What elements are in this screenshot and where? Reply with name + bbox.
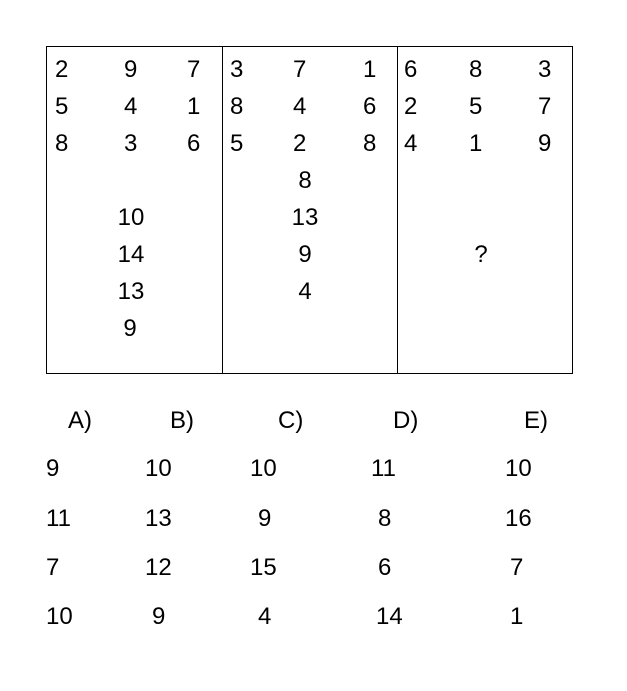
option-value: 7 — [46, 554, 60, 581]
option-value: 12 — [145, 554, 172, 581]
grid-cell: 2 — [293, 130, 307, 157]
grid-cell: 1 — [187, 93, 201, 120]
option-value: 16 — [505, 505, 532, 532]
grid-cell: 8 — [363, 130, 377, 157]
option-label: D) — [393, 407, 419, 434]
option-value: 10 — [250, 455, 277, 482]
option-value: 14 — [376, 603, 403, 630]
grid-cell: 4 — [124, 93, 138, 120]
panel-value: 9 — [298, 241, 312, 268]
grid-cell: 9 — [124, 56, 138, 83]
grid-cell: 5 — [469, 93, 483, 120]
option-value: 9 — [258, 505, 272, 532]
grid-cell: 4 — [293, 93, 307, 120]
panel-value: 8 — [298, 167, 312, 194]
grid-cell: 7 — [293, 56, 307, 83]
option-value: 8 — [378, 505, 392, 532]
option-label: E) — [524, 407, 548, 434]
puzzle-figure — [46, 46, 573, 374]
grid-cell: 7 — [538, 93, 552, 120]
panel-value: 10 — [117, 204, 145, 231]
grid-cell: 3 — [538, 56, 552, 83]
panel-value: 13 — [117, 278, 145, 305]
panel-value: 4 — [298, 278, 312, 305]
option-value: 10 — [505, 455, 532, 482]
option-value: 13 — [145, 505, 172, 532]
grid-cell: 5 — [230, 130, 244, 157]
option-value: 4 — [258, 603, 272, 630]
panel-value: 14 — [117, 241, 145, 268]
grid-cell: 8 — [230, 93, 244, 120]
option-value: 9 — [152, 603, 166, 630]
grid-cell: 8 — [55, 130, 69, 157]
option-value: 6 — [378, 554, 392, 581]
grid-cell: 5 — [55, 93, 69, 120]
grid-cell: 6 — [187, 130, 201, 157]
grid-cell: 1 — [363, 56, 377, 83]
option-value: 9 — [46, 455, 60, 482]
option-value: 1 — [510, 603, 524, 630]
option-value: 11 — [371, 455, 396, 482]
option-label: A) — [68, 407, 92, 434]
panel-divider — [222, 47, 223, 373]
option-label: C) — [278, 407, 304, 434]
panel-value: 13 — [291, 204, 319, 231]
grid-cell: 4 — [404, 130, 418, 157]
option-value: 15 — [250, 554, 277, 581]
grid-cell: 8 — [469, 56, 483, 83]
grid-cell: 2 — [55, 56, 69, 83]
grid-cell: 2 — [404, 93, 418, 120]
option-value: 7 — [510, 554, 524, 581]
grid-cell: 1 — [469, 130, 483, 157]
option-label: B) — [170, 407, 194, 434]
missing-value-marker: ? — [474, 241, 488, 268]
grid-cell: 3 — [230, 56, 244, 83]
option-value: 10 — [46, 603, 73, 630]
panel-divider — [397, 47, 398, 373]
grid-cell: 7 — [187, 56, 201, 83]
grid-cell: 3 — [124, 130, 138, 157]
option-value: 10 — [145, 455, 172, 482]
grid-cell: 6 — [363, 93, 377, 120]
panel-value: 9 — [123, 315, 137, 342]
grid-cell: 9 — [538, 130, 552, 157]
option-value: 11 — [46, 505, 71, 532]
grid-cell: 6 — [404, 56, 418, 83]
